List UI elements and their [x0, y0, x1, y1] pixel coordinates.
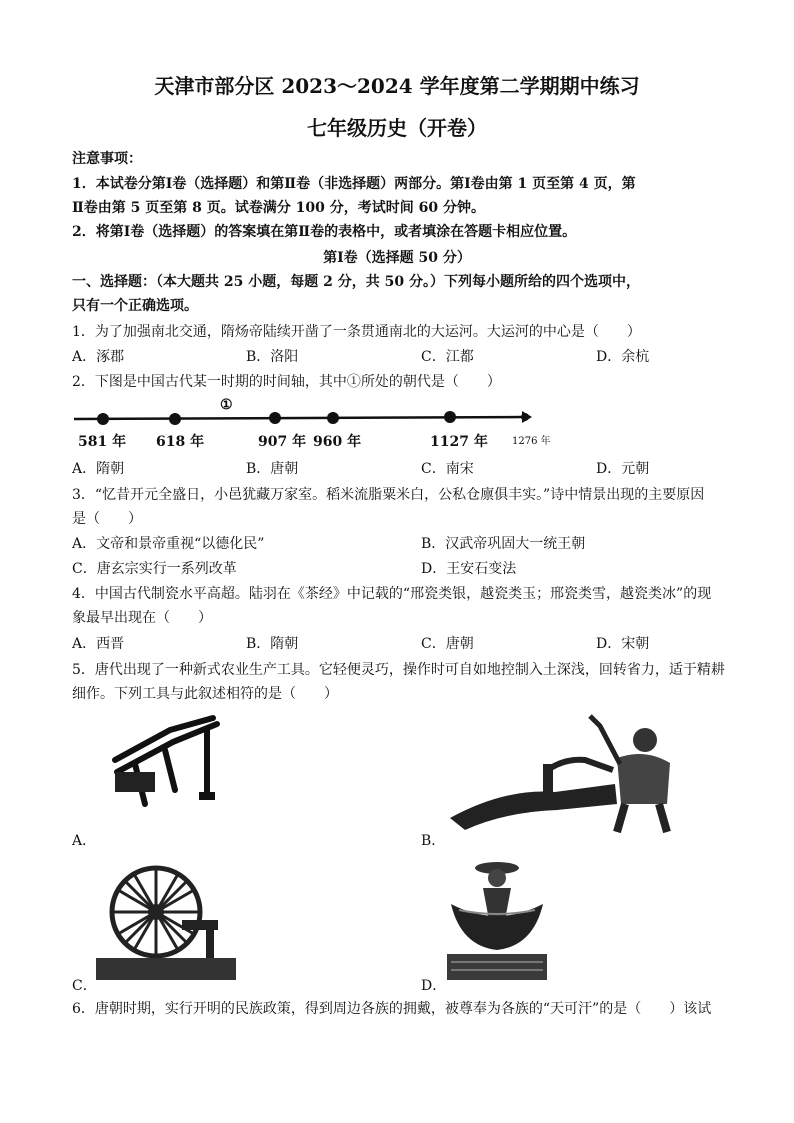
- timeline-point-960: [327, 412, 339, 424]
- q2-option-a[interactable]: A．隋朝: [72, 461, 125, 477]
- q3-option-a[interactable]: A．文帝和景帝重视“以德化民”: [72, 536, 265, 552]
- exam-title: 天津市部分区 2023～2024 学年度第二学期期中练习: [154, 74, 640, 98]
- q3-option-b[interactable]: B．汉武帝巩固大一统王朝: [421, 536, 586, 552]
- q1-option-a[interactable]: A．涿郡: [72, 349, 125, 365]
- q5-option-d[interactable]: D．: [421, 978, 447, 994]
- q5-image-b-farmer-plow[interactable]: [445, 708, 690, 838]
- timeline-label-581: 581 年: [78, 434, 127, 450]
- section-intro-line-2: 只有一个正确选项。: [72, 298, 198, 314]
- exam-subtitle: 七年级历史（开卷）: [307, 116, 487, 140]
- timeline-point-1276: [521, 413, 529, 421]
- q5-option-b[interactable]: B．: [421, 833, 446, 849]
- question-3-stem-line-2: 是（ ）: [72, 511, 142, 527]
- q3-option-c[interactable]: C．唐玄宗实行一系列改革: [72, 561, 237, 577]
- q4-option-d[interactable]: D．宋朝: [596, 636, 650, 652]
- notice-item-1-line-1: 1．本试卷分第Ⅰ卷（选择题）和第Ⅱ卷（非选择题）两部分。第Ⅰ卷由第 1 页至第 4 页，第: [72, 176, 636, 192]
- notice-item-1-line-2: Ⅱ卷由第 5 页至第 8 页。试卷满分 100 分，考试时间 60 分钟。: [72, 200, 485, 216]
- question-1-stem: 1．为了加强南北交通，隋炀帝陆续开凿了一条贯通南北的大运河。大运河的中心是（ ）: [72, 324, 641, 340]
- q2-option-c[interactable]: C．南宋: [421, 461, 474, 477]
- timeline-label-960: 960 年: [313, 434, 362, 450]
- timeline-label-618: 618 年: [156, 434, 205, 450]
- timeline-label-1276: 1276 年: [512, 436, 551, 447]
- q5-option-c[interactable]: C．: [72, 978, 97, 994]
- question-5-stem-line-1: 5．唐代出现了一种新式农业生产工具。它轻便灵巧，操作时可自如地控制入土深浅，回转省力，适于精耕: [72, 662, 725, 678]
- timeline-figure: [70, 395, 560, 453]
- q3-option-d[interactable]: D．王安石变法: [421, 561, 517, 577]
- question-6-stem: 6．唐朝时期，实行开明的民族政策，得到周边各族的拥戴，被尊奉为各族的“天可汗”的是（ ）该试: [72, 1001, 712, 1017]
- section-intro-line-1: 一、选择题：（本大题共 25 小题，每题 2 分，共 50 分。）下列每小题所给的四个选项中，: [72, 274, 640, 290]
- question-3-stem-line-1: 3．“忆昔开元全盛日，小邑犹藏万家室。稻米流脂粟米白，公私仓廪俱丰实。”诗中情景出现的主要原因: [72, 487, 705, 503]
- q1-option-c[interactable]: C．江都: [421, 349, 474, 365]
- q5-image-c-waterwheel[interactable]: [96, 860, 236, 980]
- timeline-point-618: [169, 413, 181, 425]
- q1-option-d[interactable]: D．余杭: [596, 349, 650, 365]
- q5-option-a[interactable]: A．: [72, 833, 97, 849]
- q2-option-d[interactable]: D．元朝: [596, 461, 650, 477]
- section-title: 第Ⅰ卷（选择题 50 分）: [323, 250, 471, 266]
- q4-option-a[interactable]: A．西晋: [72, 636, 125, 652]
- notice-item-2: 2．将第Ⅰ卷（选择题）的答案填在第Ⅱ卷的表格中，或者填涂在答题卡相应位置。: [72, 224, 577, 240]
- q5-image-a-plow[interactable]: [95, 712, 245, 812]
- question-5-stem-line-2: 细作。下列工具与此叙述相符的是（ ）: [72, 686, 338, 702]
- timeline-label-1127: 1127 年: [430, 434, 488, 450]
- q4-option-c[interactable]: C．唐朝: [421, 636, 474, 652]
- q1-option-b[interactable]: B．洛阳: [246, 349, 299, 365]
- notice-heading: 注意事项：: [72, 151, 142, 167]
- timeline-point-581: [97, 413, 109, 425]
- question-2-stem: 2．下图是中国古代某一时期的时间轴，其中①所处的朝代是（ ）: [72, 374, 501, 390]
- timeline-point-907: [269, 412, 281, 424]
- question-4-stem-line-1: 4．中国古代制瓷水平高超。陆羽在《茶经》中记载的“邢瓷类银，越瓷类玉；邢瓷类雪，越瓷类冰”的现: [72, 586, 712, 602]
- timeline-label-907: 907 年: [258, 434, 307, 450]
- timeline-marker-1: ①: [220, 397, 233, 413]
- q5-image-d-boat-tool[interactable]: [447, 858, 547, 980]
- q2-option-b[interactable]: B．唐朝: [246, 461, 299, 477]
- q4-option-b[interactable]: B．隋朝: [246, 636, 299, 652]
- question-4-stem-line-2: 象最早出现在（ ）: [72, 610, 212, 626]
- timeline-point-1127: [444, 411, 456, 423]
